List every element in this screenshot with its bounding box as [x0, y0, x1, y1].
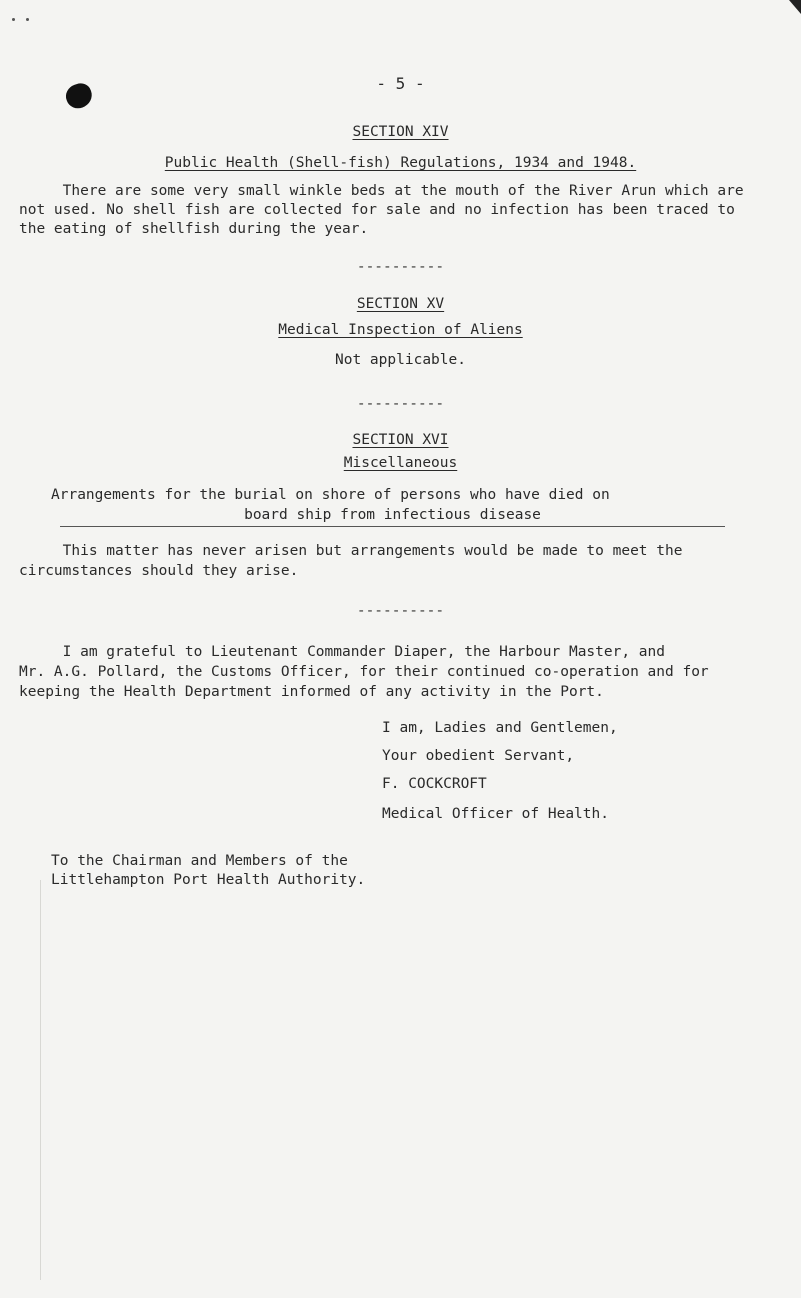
scan-speck: [26, 18, 29, 21]
separator: ----------: [356, 603, 445, 619]
section-15-heading: SECTION XV: [356, 296, 445, 312]
closing-line-2: Mr. A.G. Pollard, the Customs Officer, for their continued co-operation and for: [19, 664, 709, 680]
page-corner-mark: [789, 0, 801, 14]
section-16-burial-line-2: board ship from infectious disease: [244, 507, 541, 523]
section-15-subheading: Medical Inspection of Aliens: [278, 322, 523, 338]
section-16-para-line-2: circumstances should they arise.: [19, 563, 299, 579]
closing-line-3: keeping the Health Department informed of any activity in the Port.: [19, 684, 604, 700]
separator: ----------: [356, 259, 445, 275]
section-14-heading: SECTION XIV: [352, 124, 449, 140]
address-line-1: To the Chairman and Members of the: [51, 853, 348, 869]
section-16-burial-line: Arrangements for the burial on shore of persons who have died on: [51, 487, 610, 503]
separator: ----------: [356, 396, 445, 412]
scan-edge-line: [40, 880, 41, 1280]
section-14-line-3: the eating of shellfish during the year.: [19, 221, 369, 237]
section-16-subheading: Miscellaneous: [343, 455, 458, 471]
section-16-burial-underline: [60, 507, 725, 527]
salutation: I am, Ladies and Gentlemen,: [382, 720, 618, 736]
closing-line-1: I am grateful to Lieutenant Commander Diaper, the Harbour Master, and: [19, 644, 666, 660]
scan-speck: [12, 18, 15, 21]
section-14-subheading: Public Health (Shell-fish) Regulations, 1934 and 1948.: [164, 155, 637, 171]
page-number: - 5 -: [376, 74, 425, 93]
section-16-heading: SECTION XVI: [352, 432, 449, 448]
section-15-body: Not applicable.: [335, 352, 466, 368]
section-16-para-line-1: This matter has never arisen but arrangements would be made to meet the: [19, 543, 683, 559]
address-line-2: Littlehampton Port Health Authority.: [51, 872, 366, 888]
valediction: Your obedient Servant,: [382, 748, 575, 764]
section-14-line-1: There are some very small winkle beds at the mouth of the River Arun which are: [19, 183, 744, 199]
signatory-title: Medical Officer of Health.: [382, 806, 609, 822]
section-14-line-2: not used. No shell fish are collected for sale and no infection has been traced to: [19, 202, 735, 218]
signature: F. COCKCROFT: [382, 776, 487, 792]
